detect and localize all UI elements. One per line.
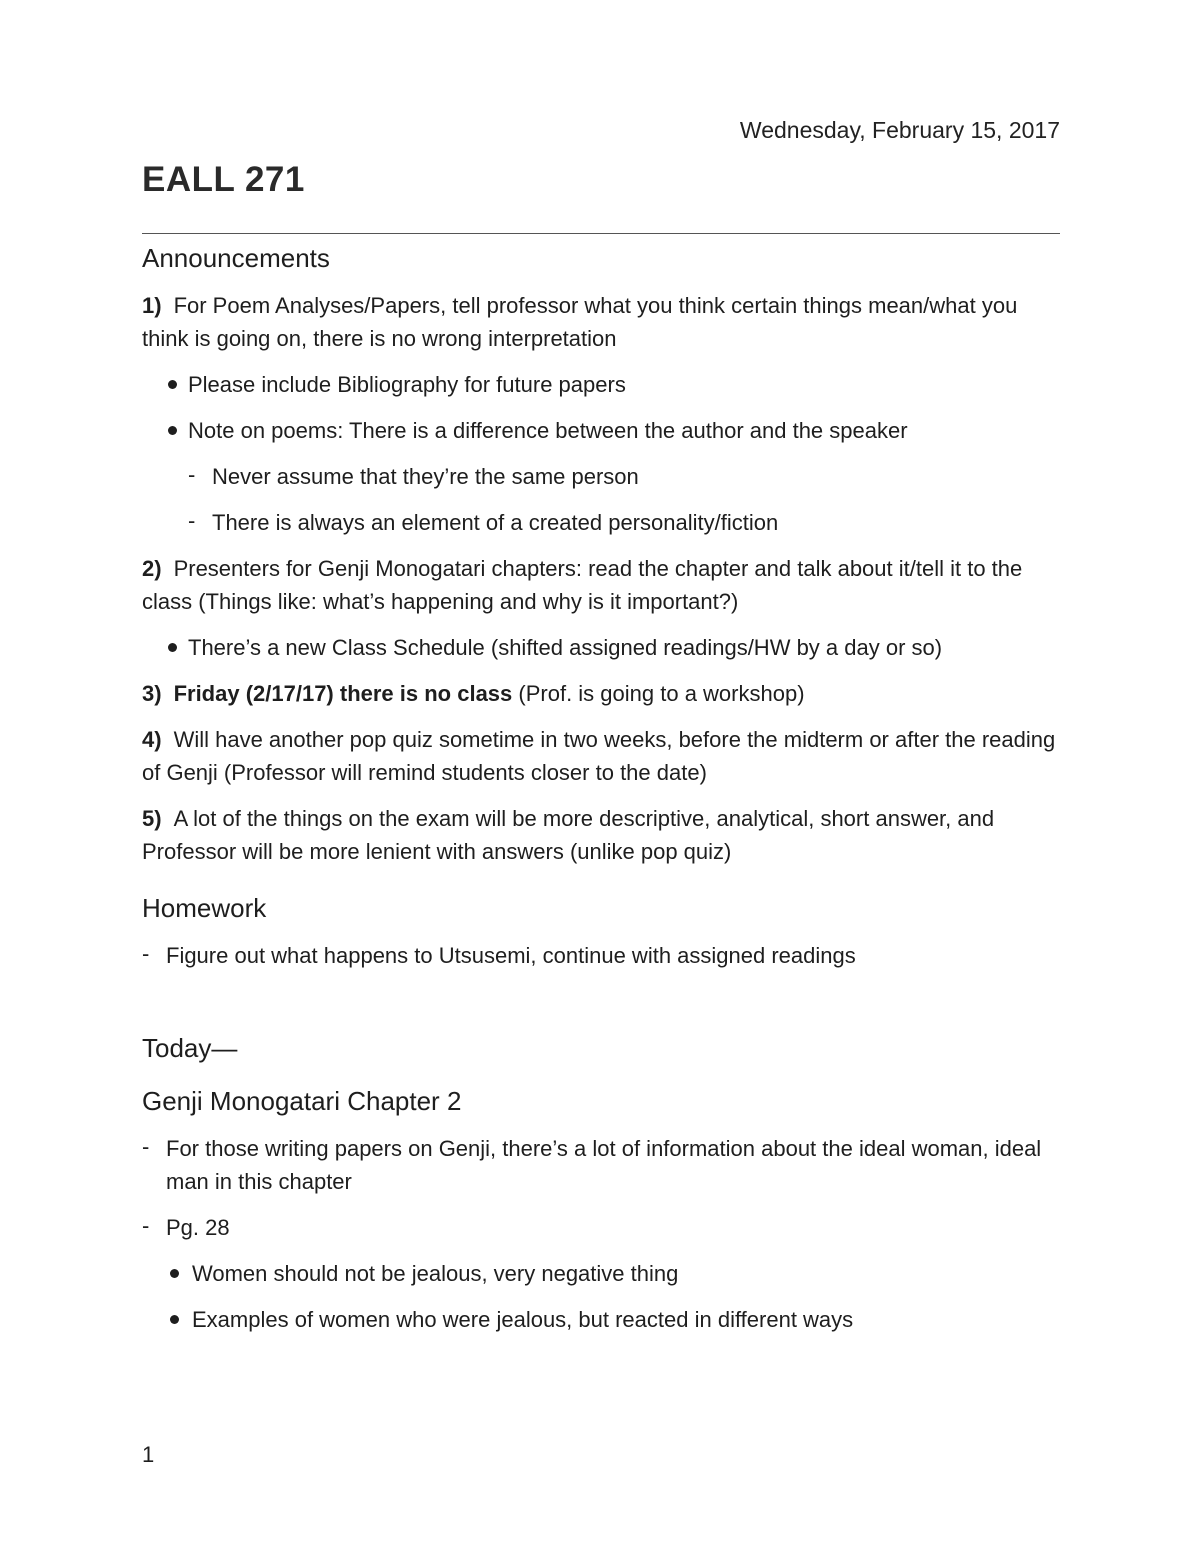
dash-same-person: - Never assume that they’re the same person — [212, 460, 1060, 493]
item-number: 4) — [142, 727, 162, 752]
chapter-heading: Genji Monogatari Chapter 2 — [142, 1086, 462, 1116]
announcements-heading: Announcements — [142, 243, 330, 273]
announcement-item-4 — [142, 723, 1060, 789]
announcement-item-2 — [142, 552, 1060, 618]
homework-dash-1: - Figure out what happens to Utsusemi, continue with assigned readings — [166, 939, 1060, 972]
item-text: Will have another pop quiz sometime in two weeks, before the midterm or after the reading of Genji (Professor will remind students closer to the date) — [142, 727, 1056, 785]
page-number: 1 — [142, 1442, 155, 1467]
homework-heading: Homework — [142, 893, 267, 923]
announcement-item-1 — [142, 289, 1060, 355]
item-text: Presenters for Genji Monogatari chapters: read the chapter and talk about it/tell it to the class (Things like: what’s happening and why is it important?) — [142, 556, 1023, 614]
item-number: 2) — [142, 556, 162, 581]
item-number: 5) — [142, 806, 162, 831]
item-bold-text: Friday (2/17/17) there is no class — [173, 681, 513, 706]
notes-body — [142, 242, 1060, 1349]
item-text: For Poem Analyses/Papers, tell professor what you think certain things mean/what you think is going on, there is no wrong interpretation — [142, 293, 1018, 351]
document-date: Wednesday, February 15, 2017 — [739, 117, 1060, 143]
today-heading: Today— — [142, 1033, 238, 1063]
announcement-item-3 — [142, 677, 1060, 710]
today-dash-2: - Pg. 28 — [166, 1211, 1060, 1244]
bullet-class-schedule: There’s a new Class Schedule (shifted assigned readings/HW by a day or so) — [188, 631, 1060, 664]
bullet-not-jealous: Women should not be jealous, very negative thing — [192, 1257, 1060, 1290]
bullet-note-on-poems: Note on poems: There is a difference between the author and the speaker — [188, 414, 1060, 447]
title-divider — [142, 233, 1060, 234]
dash-created-personality: - There is always an element of a created personality/fiction — [212, 506, 1060, 539]
bullet-bibliography: Please include Bibliography for future papers — [188, 368, 1060, 401]
bullet-jealous-examples: Examples of women who were jealous, but reacted in different ways — [192, 1303, 1060, 1336]
course-title: EALL 271 — [142, 160, 305, 199]
item-text: A lot of the things on the exam will be more descriptive, analytical, short answer, and Professor will be more lenient with answers (unlike pop quiz) — [142, 806, 995, 864]
item-number: 3) — [142, 681, 162, 706]
item-number: 1) — [142, 293, 162, 318]
today-dash-1: - For those writing papers on Genji, there’s a lot of information about the ideal woman, ideal man in this chapter — [166, 1132, 1060, 1198]
item-text: (Prof. is going to a workshop) — [512, 681, 805, 706]
announcement-item-5 — [142, 802, 1060, 868]
